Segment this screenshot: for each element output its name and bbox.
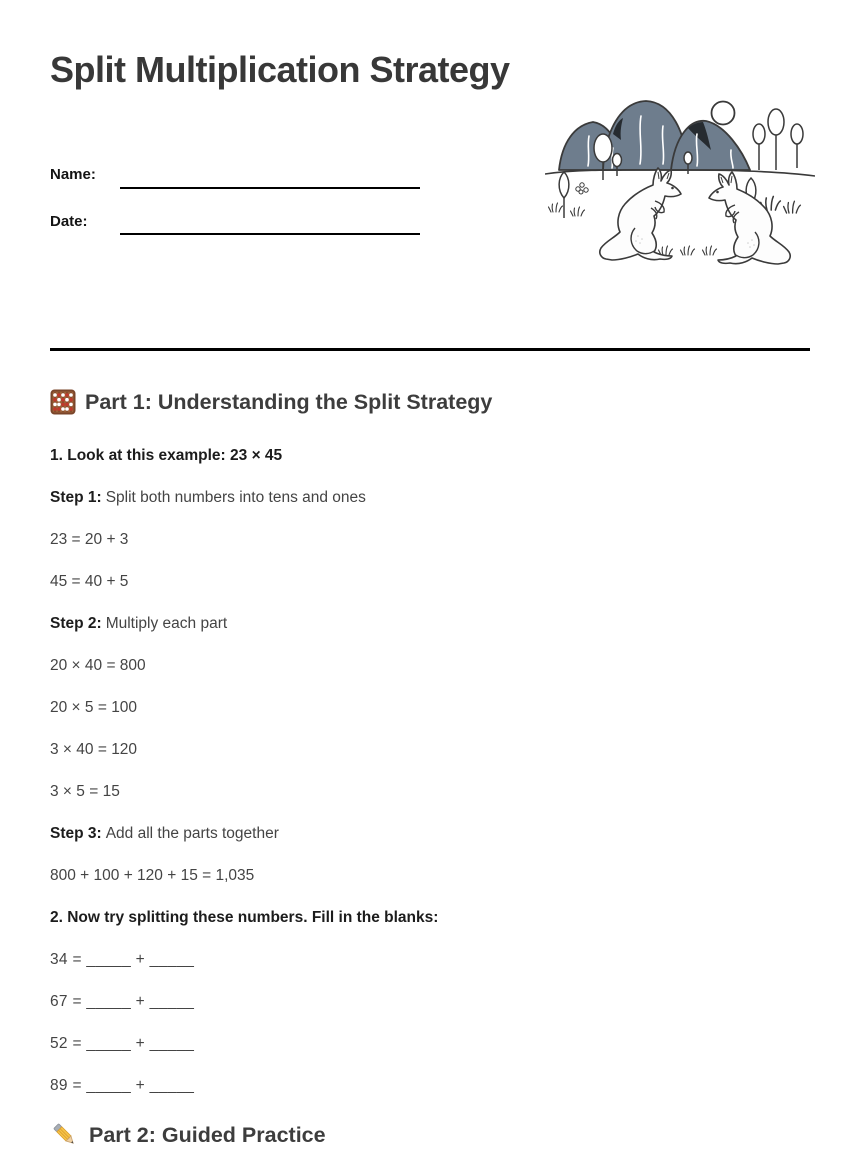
math-line: 20 × 5 = 100 — [50, 699, 138, 716]
sun-icon — [712, 102, 735, 125]
step2-line: Step 2: Multiply each part — [50, 615, 228, 632]
kangaroo-left — [600, 168, 681, 260]
fill-blanks-prompt: 2. Now try splitting these numbers. Fill in the blanks: — [50, 909, 439, 926]
kangaroo-outback-illustration — [545, 88, 815, 268]
date-label: Date: — [50, 213, 88, 230]
fill-blank-line[interactable]: 34 = _____ + _____ — [50, 951, 195, 968]
name-field-line[interactable] — [120, 187, 420, 189]
name-label: Name: — [50, 166, 96, 183]
pencil-icon — [50, 1120, 80, 1150]
fill-blank-line[interactable]: 89 = _____ + _____ — [50, 1077, 195, 1094]
math-line: 23 = 20 + 3 — [50, 531, 129, 548]
part2-heading-text: Part 2: Guided Practice — [89, 1122, 326, 1147]
part1-heading — [50, 389, 492, 415]
fill-blank-line[interactable]: 67 = _____ + _____ — [50, 993, 195, 1010]
part1-heading-text: Part 1: Understanding the Split Strategy — [85, 389, 493, 414]
fill-blank-line[interactable]: 52 = _____ + _____ — [50, 1035, 195, 1052]
math-line: 45 = 40 + 5 — [50, 573, 129, 590]
math-line: 800 + 100 + 120 + 15 = 1,035 — [50, 867, 255, 884]
math-line: 3 × 5 = 15 — [50, 783, 120, 800]
page-title: Split Multiplication Strategy — [50, 49, 510, 90]
step3-line: Step 3: Add all the parts together — [50, 825, 279, 842]
step1-line: Step 1: Split both numbers into tens and ones — [50, 489, 366, 506]
abacus-icon — [50, 389, 76, 415]
math-line: 3 × 40 = 120 — [50, 741, 138, 758]
example-prompt: 1. Look at this example: 23 × 45 — [50, 447, 283, 464]
math-line: 20 × 40 = 800 — [50, 657, 146, 674]
date-field-line[interactable] — [120, 233, 420, 235]
part2-heading — [50, 1120, 326, 1150]
section-divider — [50, 348, 810, 351]
part1-content — [50, 446, 770, 1118]
